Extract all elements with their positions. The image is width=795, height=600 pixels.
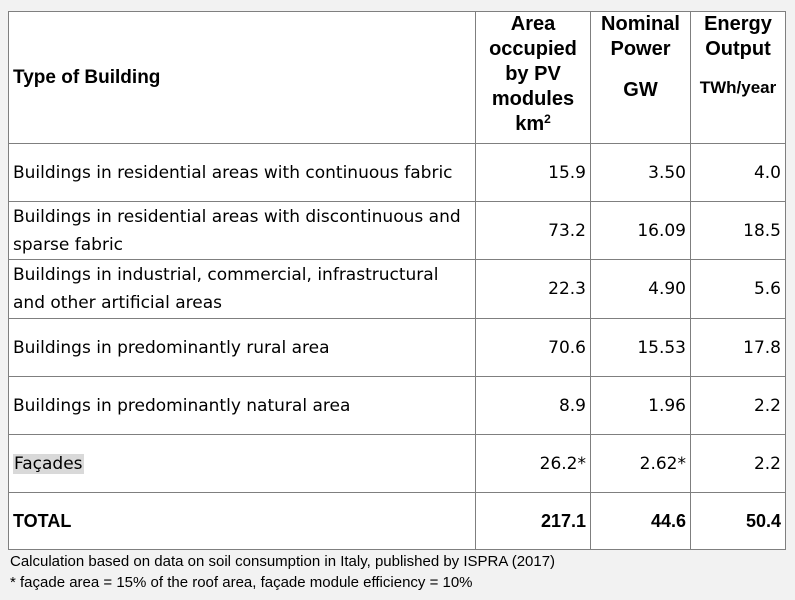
row-area-value: 15.9 — [476, 144, 591, 202]
row-area-value: 26.2* — [476, 435, 591, 493]
header-area-line-1: Area — [510, 13, 556, 35]
row-energy-value: 17.8 — [691, 319, 786, 377]
header-area-line-3: by PV — [505, 63, 561, 85]
table-row — [9, 260, 786, 319]
row-area-value: 73.2 — [476, 202, 591, 260]
total-power-value: 44.6 — [591, 493, 691, 550]
row-building-type — [9, 435, 476, 493]
row-building-type: Buildings in residential areas with continuous fabric — [9, 144, 476, 202]
header-area-unit — [515, 113, 551, 135]
total-row — [9, 493, 786, 550]
row-energy-value: 2.2 — [691, 435, 786, 493]
footnote-facade: * façade area = 15% of the roof area, façade module efficiency = 10% — [10, 574, 473, 591]
table-row — [9, 377, 786, 435]
header-power-line-1: Nominal — [601, 13, 680, 35]
table-row — [9, 435, 786, 493]
header-energy-unit: TWh/year — [699, 78, 777, 97]
header-type-of-building: Type of Building — [9, 12, 476, 144]
row-building-type: Buildings in industrial, commercial, infrastructural and other artificial areas — [9, 260, 476, 319]
row-building-type: Buildings in residential areas with discontinuous and sparse fabric — [9, 202, 476, 260]
row-power-value: 3.50 — [591, 144, 691, 202]
row-area-value: 8.9 — [476, 377, 591, 435]
header-row — [9, 12, 786, 144]
row-building-type: Buildings in predominantly natural area — [9, 377, 476, 435]
row-energy-value: 18.5 — [691, 202, 786, 260]
row-power-value: 4.90 — [591, 260, 691, 319]
header-energy-line-2: Output — [705, 38, 771, 60]
row-energy-value: 4.0 — [691, 144, 786, 202]
table-row — [9, 144, 786, 202]
header-nominal-power — [591, 12, 691, 144]
table-row — [9, 202, 786, 260]
area-unit-exponent: 2 — [544, 112, 551, 126]
row-power-value: 16.09 — [591, 202, 691, 260]
footnotes — [10, 551, 555, 593]
header-area-line-2: occupied — [489, 38, 577, 60]
total-energy-value: 50.4 — [691, 493, 786, 550]
row-energy-value: 5.6 — [691, 260, 786, 319]
row-power-value: 1.96 — [591, 377, 691, 435]
row-power-value: 2.62* — [591, 435, 691, 493]
row-energy-value: 2.2 — [691, 377, 786, 435]
pv-potential-table — [8, 11, 786, 550]
header-energy-line-1: Energy — [704, 13, 772, 35]
header-power-line-2: Power — [610, 38, 671, 60]
header-area — [476, 12, 591, 144]
header-power-unit: GW — [623, 79, 658, 101]
row-area-value: 70.6 — [476, 319, 591, 377]
header-energy-output — [691, 12, 786, 144]
row-building-type: Buildings in predominantly rural area — [9, 319, 476, 377]
footnote-source: Calculation based on data on soil consumption in Italy, published by ISPRA (2017) — [10, 553, 556, 570]
area-unit-base: km — [515, 113, 545, 135]
total-label: TOTAL — [9, 493, 476, 550]
row-area-value: 22.3 — [476, 260, 591, 319]
facades-highlight: Façades — [14, 453, 83, 474]
total-area-value: 217.1 — [476, 493, 591, 550]
row-power-value: 15.53 — [591, 319, 691, 377]
header-area-line-4: modules — [491, 88, 575, 110]
table-row — [9, 319, 786, 377]
